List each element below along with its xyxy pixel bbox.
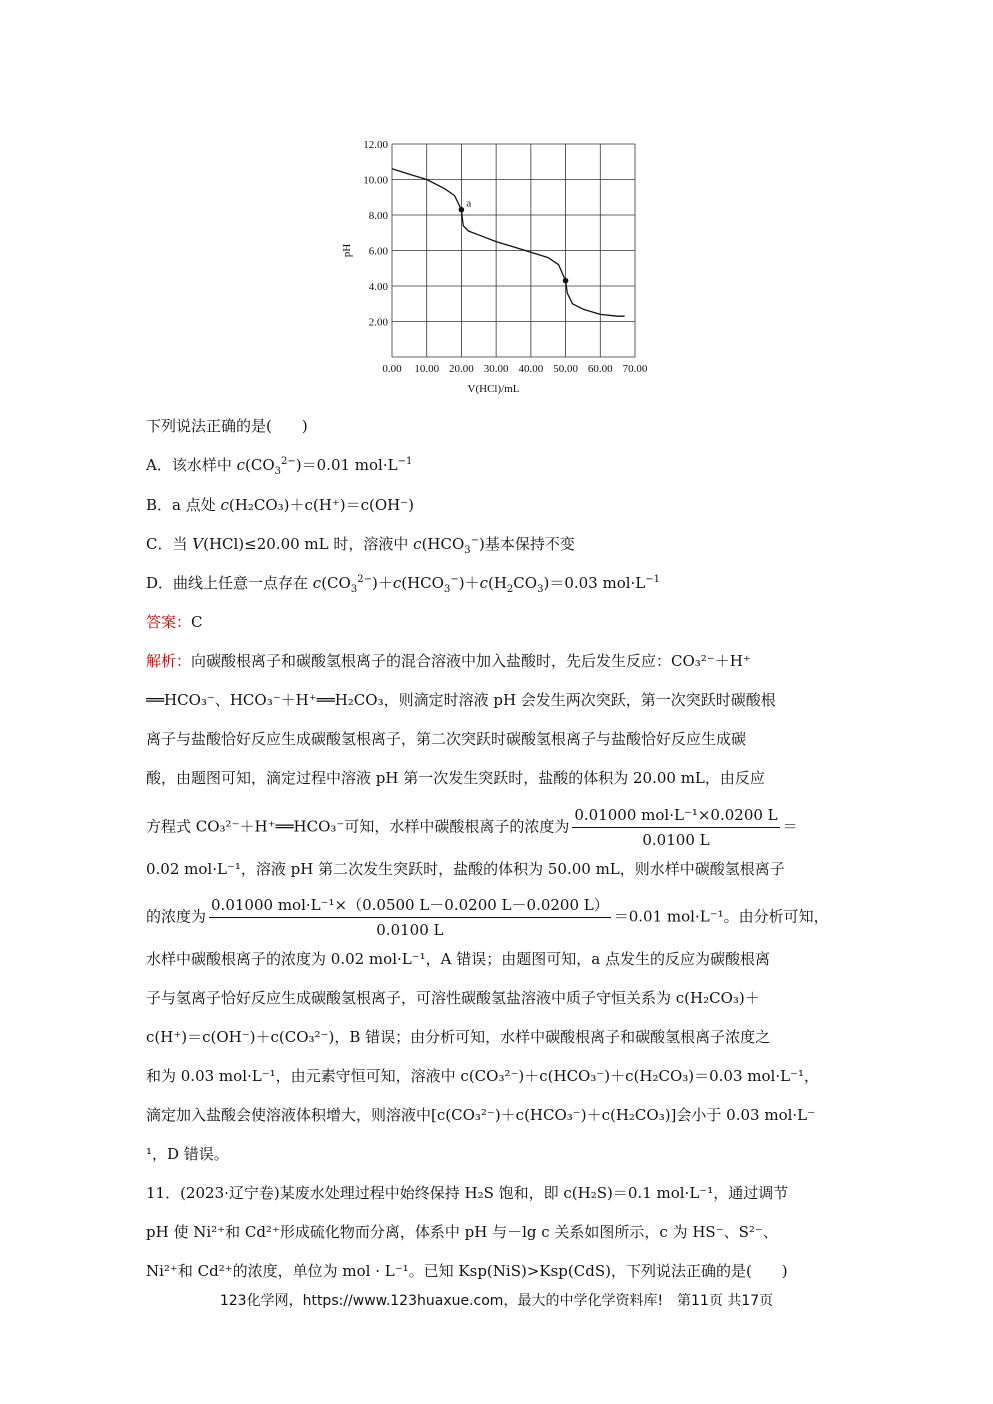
analysis-line-9: 子与氢离子恰好反应生成碳酸氢根离子，可溶性碳酸氢盐溶液中质子守恒关系为 c(H₂CO₃)＋ bbox=[146, 989, 760, 1007]
x-tick-label: 0.00 bbox=[382, 363, 402, 375]
analysis-line-13: ¹，D 错误。 bbox=[146, 1145, 229, 1163]
page-footer: 123化学网，https://www.123huaxue.com，最大的中学化学资料库! 第11页 共17页 bbox=[219, 1293, 774, 1309]
fraction-1-numerator: 0.01000 mol·L⁻¹×0.0200 L bbox=[572, 805, 779, 828]
analysis-line-10: c(H⁺)＝c(OH⁻)＋c(CO₃²⁻)，B 错误；由分析可知，水样中碳酸根离子和碳酸氢根离子浓度之 bbox=[146, 1028, 771, 1046]
fraction-2-numerator: 0.01000 mol·L⁻¹×（0.0500 L－0.0200 L－0.0200 L） bbox=[209, 895, 611, 918]
x-tick-label: 30.00 bbox=[483, 363, 509, 375]
analysis-text-1: 向碳酸根离子和碳酸氢根离子的混合溶液中加入盐酸时，先后发生反应：CO₃²⁻＋H⁺ bbox=[191, 652, 751, 670]
option-d-post: ＝0.03 mol·L bbox=[549, 574, 646, 592]
q11-line-1: 11．(2023·辽宁卷)某废水处理过程中始终保持 H₂S 饱和，即 c(H₂S)＝0.1 mol·L⁻¹，通过调节 bbox=[146, 1184, 789, 1202]
option-b-prefix: B．a 点处 bbox=[146, 496, 221, 514]
fraction-2 bbox=[209, 895, 611, 940]
analysis-line-8: 水样中碳酸根离子的浓度为 0.02 mol·L⁻¹，A 错误；由题图可知，a 点发生的反应为碳酸根离 bbox=[146, 950, 770, 968]
analysis-line-5 bbox=[146, 805, 798, 850]
y-tick-label: 2.00 bbox=[368, 316, 388, 329]
analysis-line-6: 0.02 mol·L⁻¹，溶液 pH 第二次发生突跃时，盐酸的体积为 50.00 mL，则水样中碳酸氢根离子 bbox=[146, 860, 785, 878]
analysis-line-4: 酸，由题图可知，滴定过程中溶液 pH 第一次发生突跃时，盐酸的体积为 20.00 mL，由反应 bbox=[146, 769, 765, 787]
y-tick-label: 8.00 bbox=[368, 210, 388, 222]
y-tick-label: 4.00 bbox=[368, 281, 388, 293]
data-point bbox=[459, 207, 465, 213]
analysis-line-3: 离子与盐酸恰好反应生成碳酸氢根离子，第二次突跃时碳酸氢根离子与盐酸恰好反应生成碳 bbox=[146, 730, 747, 748]
analysis-text-5b: ＝ bbox=[782, 817, 798, 836]
option-c-text: (HCl)≤20.00 mL 时，溶液中 bbox=[203, 535, 414, 553]
answer-label: 答案： bbox=[146, 613, 192, 631]
answer-value: C bbox=[191, 613, 203, 631]
analysis-line-11: 和为 0.03 mol·L⁻¹，由元素守恒可知，溶液中 c(CO₃²⁻)＋c(HCO₃⁻)＋c(H₂CO₃)＝0.03 mol·L⁻¹， bbox=[146, 1067, 819, 1085]
titration-chart bbox=[330, 130, 660, 400]
fraction-1 bbox=[572, 805, 779, 850]
option-a-post: )＝0.01 mol·L bbox=[295, 456, 398, 474]
y-tick-label: 12.00 bbox=[363, 139, 388, 151]
q11-line-3: Ni²⁺和 Cd²⁺的浓度，单位为 mol · L⁻¹。已知 Ksp(NiS)>Ksp(CdS)，下列说法正确的是( ) bbox=[146, 1262, 788, 1280]
q11-line-2: pH 使 Ni²⁺和 Cd²⁺形成硫化物而分离，体系中 pH 与－lg c 关系如图所示，c 为 HS⁻、S²⁻、 bbox=[146, 1223, 778, 1241]
option-c-prefix: C．当 bbox=[146, 535, 193, 553]
option-b: B．a 点处 c(H₂CO₃)＋c(H⁺)＝c(OH⁻) bbox=[146, 496, 415, 514]
answer-line bbox=[146, 612, 203, 632]
analysis-line-7 bbox=[146, 895, 829, 940]
analysis-line-12: 滴定加入盐酸会使溶液体积增大，则溶液中[c(CO₃²⁻)＋c(HCO₃⁻)＋c(H₂CO₃)]会小于 0.03 mol·L⁻ bbox=[146, 1106, 816, 1124]
option-c: C．当 V(HCl)≤20.00 mL 时，溶液中 $c(HCO_3^-)$基本保持不变 bbox=[146, 535, 575, 556]
question-stem: 下列说法正确的是( ) bbox=[146, 417, 308, 435]
x-tick-label: 20.00 bbox=[449, 363, 474, 375]
y-tick-label: 6.00 bbox=[368, 245, 388, 258]
x-tick-label: 50.00 bbox=[553, 363, 578, 375]
fraction-2-denominator: 0.0100 L bbox=[376, 921, 444, 939]
analysis-line-1 bbox=[146, 651, 751, 671]
x-tick-label: 10.00 bbox=[414, 363, 440, 375]
option-a: A．该水样中 $c(CO_3^{2-})=0.01$ $mol\cdot L^{-1}$ bbox=[146, 456, 413, 477]
titration-chart-svg bbox=[330, 130, 660, 400]
point-label-a: a bbox=[466, 197, 472, 210]
data-point bbox=[563, 278, 569, 284]
analysis-line-2: ══HCO₃⁻、HCO₃⁻＋H⁺══H₂CO₃，则滴定时溶液 pH 会发生两次突跃，第一次突跃时碳酸根 bbox=[146, 691, 776, 709]
x-tick-label: 70.00 bbox=[622, 363, 648, 375]
fraction-1-denominator: 0.0100 L bbox=[642, 831, 710, 849]
option-a-prefix: A．该水样中 bbox=[146, 456, 237, 474]
x-tick-label: 40.00 bbox=[518, 363, 544, 375]
option-c-post: 基本保持不变 bbox=[484, 535, 575, 553]
analysis-text-7a: 的浓度为 bbox=[146, 907, 207, 926]
option-d: D．曲线上任意一点存在 $c(CO_3^{2-})+c(HCO_3^-)+c(H_2CO_3)=0.03$ $mol\cdot L^{-1}$ bbox=[146, 574, 661, 595]
option-d-prefix: D．曲线上任意一点存在 bbox=[146, 574, 313, 592]
option-b-text: (H₂CO₃)＋c(H⁺)＝c(OH⁻) bbox=[228, 496, 415, 514]
option-a-mid: (CO bbox=[245, 456, 275, 474]
x-tick-label: 60.00 bbox=[587, 363, 613, 375]
analysis-text-5a: 方程式 CO₃²⁻＋H⁺══HCO₃⁻可知，水样中碳酸根离子的浓度为 bbox=[146, 817, 570, 836]
y-axis-label: pH bbox=[341, 243, 353, 258]
analysis-text-7b: ＝0.01 mol·L⁻¹。由分析可知， bbox=[613, 907, 829, 926]
x-axis-label: V(HCl)/mL bbox=[467, 383, 520, 395]
analysis-label: 解析： bbox=[146, 652, 192, 670]
y-tick-label: 10.00 bbox=[363, 174, 388, 187]
